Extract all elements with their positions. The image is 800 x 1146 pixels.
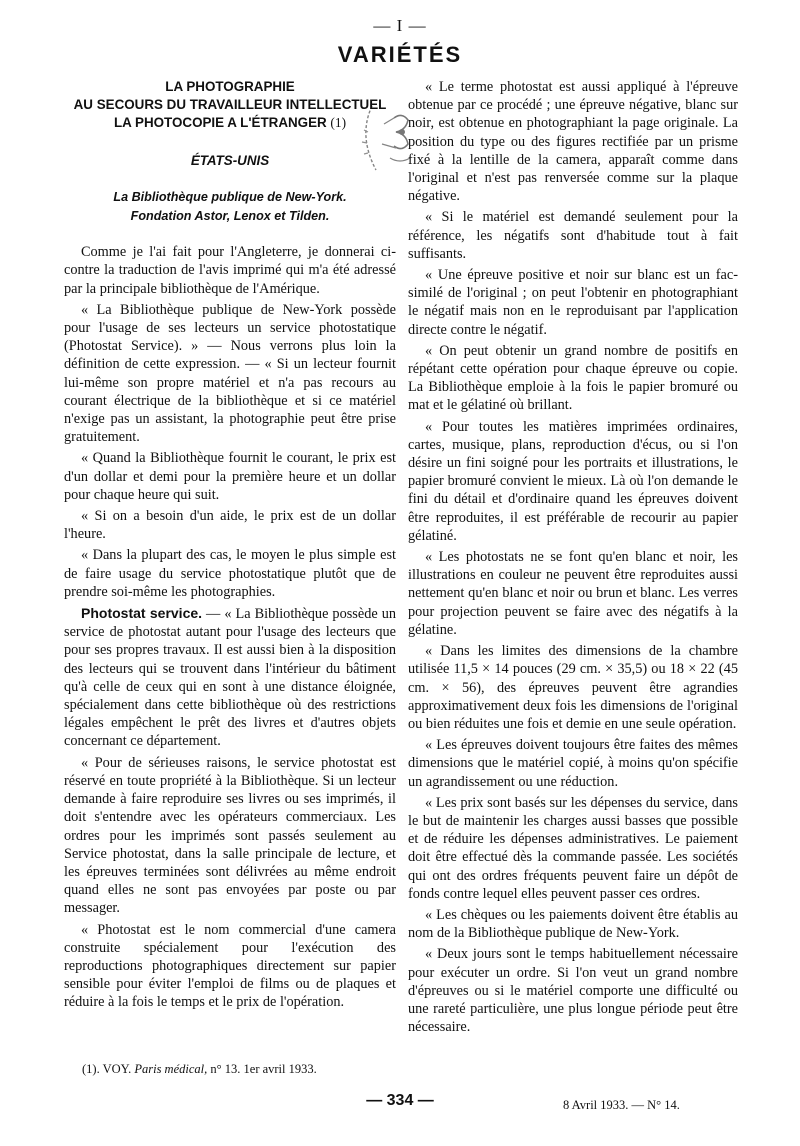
body-paragraph: « On peut obtenir un grand nombre de positifs en répétant cette opération pour chaque épreuve ou copie. La Bibliothèque emploie à la fois le papier bromuré ou mat et le gélatiné où brillant. bbox=[408, 342, 738, 414]
title-line-2: AU SECOURS DU TRAVAILLEUR INTELLECTUEL bbox=[73, 97, 387, 112]
issue-date: 8 Avril 1933. — N° 14. bbox=[563, 1098, 680, 1112]
footnote-reference: (1) bbox=[330, 115, 347, 130]
body-paragraph: « Photostat est le nom commercial d'une camera construite spécialement pour l'exécution des reproductions photographiques directement sur papier sensible pour éviter l'emploi de films ou de plaques et réduire à la fois le temps et le prix de l'opération. bbox=[64, 921, 396, 1011]
body-paragraph: « Les photostats ne se font qu'en blanc et noir, les illustrations en couleur ne peuvent être reproduites aussi nettement qu'en blanc et noir ou brun et blanc. Les verres pour projection peuvent se faire avec des négatifs à la gélatine. bbox=[408, 549, 738, 638]
body-paragraph: « Deux jours sont le temps habituellement nécessaire pour exécuter un ordre. Si l'on veut un grand nombre d'épreuves ou si le matériel comporte une difficulté ou une rareté particulière, une plus longue période peut être nécessaire. bbox=[408, 946, 738, 1036]
source-line-1: La Bibliothèque publique de New-York. bbox=[113, 190, 347, 205]
body-paragraph: « Les chèques ou les paiements doivent être établis au nom de la Bibliothèque publique de New-York. bbox=[408, 906, 738, 942]
country-heading: ÉTATS-UNIS bbox=[190, 153, 270, 168]
body-paragraph: Comme je l'ai fait pour l'Angleterre, je donnerai ci-contre la traduction de l'avis imprimé qui m'a été adressé par la principale bibliothèque de l'Amérique. bbox=[64, 244, 396, 297]
body-paragraph: « Quand la Bibliothèque fournit le courant, le prix est d'un dollar et demi pour la première heure et un dollar pour chaque heure qui suit. bbox=[64, 450, 396, 503]
body-paragraph: « Les prix sont basés sur les dépenses du service, dans le but de maintenir les charges aussi basses que possible et de réduire les dépenses administratives. Le paiement doit être effectué dès la commande passée. Les sociétés qui ont des ordres fréquents peuvent faire un dépôt de fonds contre lequel elles peuvent passer ces ordres. bbox=[408, 794, 738, 902]
title-line-1: LA PHOTOGRAPHIE bbox=[165, 79, 295, 94]
article-title bbox=[64, 78, 396, 132]
photostat-paragraph bbox=[64, 604, 396, 751]
left-column bbox=[64, 78, 396, 1015]
body-paragraph: « Si on a besoin d'un aide, le prix est de un dollar l'heure. bbox=[64, 508, 396, 543]
page-number: — 334 — bbox=[366, 1092, 434, 1109]
section-title: VARIÉTÉS bbox=[337, 42, 463, 67]
footnote-detail: n° 13. 1er avril 1933. bbox=[210, 1062, 317, 1076]
title-line-3 bbox=[64, 114, 396, 132]
footnote-journal: Paris médical, bbox=[134, 1062, 208, 1076]
right-column bbox=[408, 78, 738, 1039]
page-marker: — I — bbox=[373, 16, 427, 35]
source-line-2: Fondation Astor, Lenox et Tilden. bbox=[130, 209, 330, 224]
body-paragraph: « La Bibliothèque publique de New-York possède pour l'usage de ses lecteurs un service photostatique (Photostat Service). » — Nous verrons plus loin la définition de cette expression. — « Si un lecteur fournit lui-même son propre matériel et n'a pas recours au courant électrique de la bibliothèque et si ce matériel n'exige pas un assistant, la photographie peut être prise gratuitement. bbox=[64, 301, 396, 446]
body-paragraph: « Les épreuves doivent toujours être faites des mêmes dimensions que le matériel copié, à moins qu'on spécifie un agrandissement ou une réduction. bbox=[408, 737, 738, 790]
title-line-3-text: LA PHOTOCOPIE A L'ÉTRANGER bbox=[113, 115, 327, 130]
body-paragraph: « Dans la plupart des cas, le moyen le plus simple est de faire usage du service photostatique plutôt que de prendre soi-même les photographies. bbox=[64, 547, 396, 600]
body-paragraph: « Dans les limites des dimensions de la chambre utilisée 11,5 × 14 pouces (29 cm. × 35,5) ou 18 × 22 (45 cm. × 56), des épreuves peuvent être agrandies approximativement deux fois les dimensions de l'original ou bien réduites une fois et demie en une seule opération. bbox=[408, 643, 738, 732]
body-paragraph: « Pour de sérieuses raisons, le service photostat est réservé en toute propriété à la Bibliothèque. Si un lecteur demande à faire reproduire ses livres ou ses imprimés, il doit s'entendre avec les opérateurs commerciaux. Les ordres pour les imprimés sont passés seulement au Service photostat, dans la salle principale de lecture, et les épreuves terminées sont délivrées au même endroit quand elles ne sont pas envoyées par poste ou par messager. bbox=[64, 754, 396, 917]
body-paragraph: « Pour toutes les matières imprimées ordinaires, cartes, musique, plans, reproduction d'écus, ou si l'on désire un fini soigné pour les portraits et illustrations, le papier bromuré convient le mieux. Là où l'on demande le fini du détail et d'ordinaire quand les épreuves doivent être reproduites, il est préférable de recourir au papier gélatiné. bbox=[408, 418, 738, 544]
footnote bbox=[82, 1062, 317, 1077]
body-paragraph: « Si le matériel est demandé seulement pour la référence, les négatifs sont d'habitude tout à fait suffisants. bbox=[408, 209, 738, 262]
footnote-marker: (1). bbox=[82, 1062, 100, 1076]
photostat-paragraph-text: — « La Bibliothèque possède un service de photostat autant pour l'usage des lecteurs que pour ses propres travaux. Il est aussi bien à la disposition des lecteurs qui se trouvent dans l'intérieur du bâtiment qu'à celle de ceux qui en sont à une distance éloignée, spécialement dans cette bibliothèque où des restrictions légales empêchent le prêt des livres et d'autres objets concernant ce département. bbox=[64, 606, 396, 750]
body-paragraph: « Une épreuve positive et noir sur blanc est un fac-similé de l'original ; on peut l'obtenir en photographiant le négatif mais non en le reproduisant par l'application directe contre le négatif. bbox=[408, 267, 738, 338]
footnote-prefix: VOY. bbox=[102, 1062, 132, 1076]
photostat-subheading: Photostat service. bbox=[81, 605, 203, 622]
body-paragraph: « Le terme photostat est aussi appliqué à l'épreuve obtenue par ce procédé ; une épreuve négative, blanc sur noir, est obtenue en photographiant la page originale. La position du type ou des figures rectifiée par un prisme fixé à la lentille de la camera, apparaît comme dans l'original et n'est pas renversée comme sur la plaque négative. bbox=[408, 79, 738, 205]
source-library bbox=[64, 188, 396, 226]
